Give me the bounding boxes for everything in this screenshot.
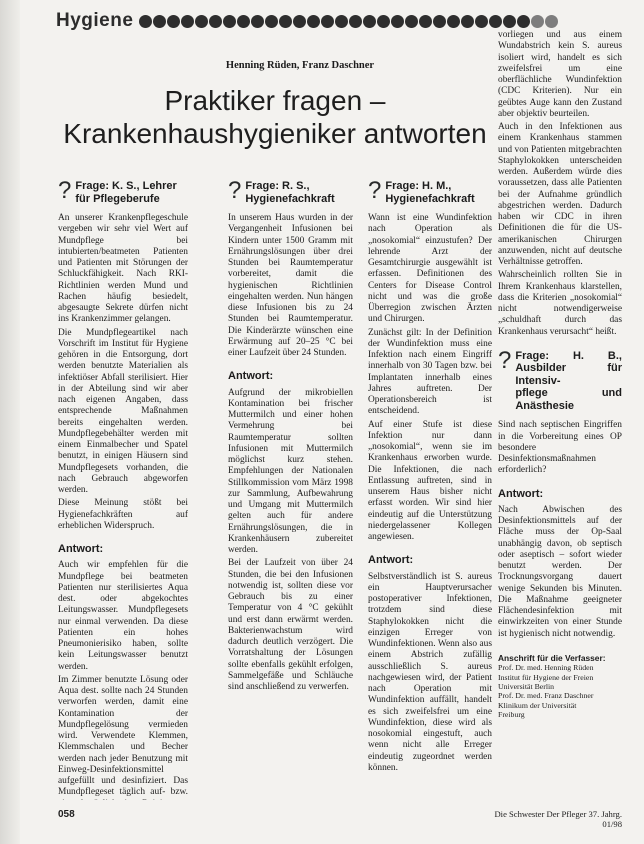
decorative-dot xyxy=(475,15,488,28)
decorative-dot xyxy=(405,15,418,28)
answer-paragraph: Bei der Laufzeit von über 24 Stunden, die bei den Infusionen notwendig ist, sollten diese vor Gebrauch bis zu einer Temperatur von 4 °C gekühlt und erst dann erwärmt werden. Bakterienwachstum wird dadurch deutlich verzögert. Die Vorratshaltung der Lösungen sollte ebenfalls gekühlt erfolgen, Sammelgefäße und Schläuche sind anschließend zu verwerfen. xyxy=(228,558,353,692)
decorative-dot-row xyxy=(139,15,558,28)
decorative-dot xyxy=(503,15,516,28)
title-line-2: Krankenhaushygieniker antworten xyxy=(63,118,487,149)
address-line: Klinikum der Universität xyxy=(498,700,577,710)
column-4 xyxy=(498,30,622,795)
answer-paragraph: Im Zimmer benutzte Lösung oder Aqua dest. sollte nach 24 Stunden verworfen werden, damit eine Kontamination der Mundpflegelösung vermieden wird. Verwendete Klemmen, Klemmschalen und Becher werden nach jeder Benutzung mit Einweg-Desinfektionsmittel aufgefüllt und desinfiziert. Das Mundpflegeset täglich auf- bzw. xyxy=(58,674,188,798)
decorative-dot xyxy=(531,15,544,28)
answer-heading: Antwort: xyxy=(498,487,544,500)
decorative-dot xyxy=(321,15,334,28)
address-line: Prof. Dr. med. Franz Daschner xyxy=(498,691,594,701)
column-1 xyxy=(58,180,188,800)
decorative-dot xyxy=(517,15,530,28)
question-heading-line: für Pflegeberufe xyxy=(75,192,160,205)
decorative-dot xyxy=(153,15,166,28)
decorative-dot xyxy=(265,15,278,28)
decorative-dot xyxy=(223,15,236,28)
decorative-dot xyxy=(139,15,152,28)
title-line-1: Praktiker fragen – xyxy=(164,85,386,116)
decorative-dot xyxy=(195,15,208,28)
body-paragraph: In unserem Haus wurden in der Vergangenheit Infusionen bei Kindern unter 1500 Gramm mit Ernährungslösungen über drei Stunden bei Raumtemperatur vorbereitet, damit die hygienischen Richtlinien eingehalten werden. Nun hängen diese Infusionen bis zu 24 Stunden bei Raumtemperatur. Die Kinderärzte wünschen eine Erwärmung auf 20–25 °C bei einer Laufzeit über 24 Stunden. xyxy=(228,213,353,358)
address-line: Freiburg xyxy=(498,710,525,720)
decorative-dot xyxy=(489,15,502,28)
question-heading-line: Frage: H. B., Ausbilder für Intensiv- xyxy=(515,349,622,387)
question-heading-line: Frage: H. M., xyxy=(385,180,452,192)
question-heading xyxy=(498,346,622,413)
decorative-dot xyxy=(209,15,222,28)
question-heading-line: pflege und Anästhesie xyxy=(515,387,622,412)
question-heading-line: Hygienefachkraft xyxy=(245,192,335,205)
author-address xyxy=(498,654,622,720)
question-heading xyxy=(58,180,188,205)
decorative-dot xyxy=(447,15,460,28)
decorative-dot xyxy=(279,15,292,28)
column-3 xyxy=(368,180,492,800)
column-2 xyxy=(228,180,353,800)
question-mark-icon: ? xyxy=(228,180,242,204)
body-paragraph: Auch in den Infektionen aus einem Krankenhaus stammen und von Patienten mitgebrachten Staphylokokken unterscheiden werden. Außerdem würde dies voraussetzen, dass alle Patienten bei der Aufnahme gründlich abgestrichen werden. Dadurch haben wir CDC in ihren Definitionen die für die US-amerikanischen Chirurgen anzuwenden, nicht auf deutsche Verhältnisse getroffen. xyxy=(498,122,622,267)
decorative-dot xyxy=(237,15,250,28)
author-line: Henning Rüden, Franz Daschner xyxy=(225,60,375,71)
decorative-dot xyxy=(363,15,376,28)
address-line: Prof. Dr. med. Henning Rüden xyxy=(498,663,594,673)
answer-heading: Antwort: xyxy=(368,554,414,567)
body-paragraph: Wann ist eine Wundinfektion nach Operation als „nosokomial“ einzustufen? Der lehrende Arzt der Gesamtchirurgie ausgewählt ist erfassen. Definitionen des Centers for Disease Control nicht und was die große Überregion zwischen Ärzten und Chirurgen. xyxy=(368,213,492,325)
question-heading xyxy=(368,180,492,205)
journal-footer: Die Schwester Der Pfleger 37. Jahrg. 01/98 xyxy=(494,809,622,829)
answer-paragraph: Aufgrund der mikrobiellen Kontamination bei frischer Muttermilch und einer hohen Vermehrung bei Raumtemperatur sollten Infusionen mit Muttermilch möglichst kurz stehen. Empfehlungen der Nationalen Stillkommission vom März 1998 zur Sammlung, Aufbewahrung und Umgang mit Muttermilch gelten auch für andere Ernährungslösungen, die in Krankenhäusern zubereitet werden. xyxy=(228,387,353,555)
decorative-dot xyxy=(433,15,446,28)
page-gutter-shadow xyxy=(0,0,20,844)
question-mark-icon: ? xyxy=(498,346,512,374)
body-paragraph: Auf einer Stufe ist diese Infektion nur dann „nosokomial“, wenn sie im Krankenhaus erworben wurde. Die Infektionen, die nach Entlassung auftreten, sind in unserem Haus bisher nicht erfasst worden. Wir sind hier eindeutig auf die Unterstützung niedergelassener Kollegen angewiesen. xyxy=(368,419,492,542)
question-heading xyxy=(228,180,353,205)
decorative-dot xyxy=(335,15,348,28)
question-heading-line: Frage: R. S., xyxy=(245,180,310,192)
decorative-dot xyxy=(167,15,180,28)
question-mark-icon: ? xyxy=(58,180,72,204)
body-paragraph: Sind nach septischen Eingriffen in die Vorbereitung eines OP besondere Desinfektionsmaßnahmen erforderlich? xyxy=(498,420,622,476)
decorative-dot xyxy=(349,15,362,28)
answer-heading: Antwort: xyxy=(228,370,274,383)
decorative-dot xyxy=(419,15,432,28)
body-paragraph: vorliegen und aus einem Wundabstrich kein S. aureus isoliert wird, handelt es sich zweifelsfrei um eine oberflächliche Wundinfektion (CDC Kriterien). Nur ein geübtes Auge kann den Zustand aber objektiv beurteilen. xyxy=(498,30,622,119)
body-paragraph: An unserer Krankenpflegeschule vergeben wir sehr viel Wert auf Mundpflege bei intubierten/beatmeten Patienten und Patienten mit Störungen der Schluckfähigkeit. Nach RKI-Richtlinien werden Mund und Rachen häufig besiedelt, abgesaugte Sekrete dürfen nicht ins Krankenzimmer gelangen. xyxy=(58,213,188,325)
body-paragraph: Diese Meinung stößt bei Hygienefachkräften auf erheblichen Widerspruch. xyxy=(58,498,188,531)
decorative-dot xyxy=(377,15,390,28)
page-number: 058 xyxy=(58,809,75,820)
question-mark-icon: ? xyxy=(368,180,382,204)
answer-paragraph: Nach Abwischen des Desinfektionsmittels auf der Fläche muss der Op-Saal unabhängig davon, ob septisch oder aseptisch – sofort wieder benutzt werden. Der Trocknungsvorgang dauert wenige Sekunden bis Minuten. Die Maßnahme geeigneter Flächendesinfektion mit einwirkzeiten von einer Stunde ist hygienisch nicht notwendig. xyxy=(498,504,622,639)
address-line: Universität Berlin xyxy=(498,681,555,691)
decorative-dot xyxy=(181,15,194,28)
question-heading-line: Hygienefachkraft xyxy=(385,192,475,205)
decorative-dot xyxy=(391,15,404,28)
body-paragraph: Zunächst gilt: In der Definition der Wundinfektion muss eine Infektion nach einem Eingriff innerhalb von 30 Tagen bzw. bei Implantaten innerhalb eines Jahres auftreten. Der Operationsbereich ist entscheidend. xyxy=(368,327,492,417)
answer-paragraph: Auch wir empfehlen für die Mundpflege bei beatmeten Patienten nur sterilisiertes Aqua dest. oder abgekochtes Leitungswasser. Mundpflegesets nur einmal verwenden. Da diese Patienten ein hohes Pneumonierisiko haben, sollte kein Leitungswasser benutzt werden. xyxy=(58,560,188,672)
answer-heading: Antwort: xyxy=(58,543,104,555)
decorative-dot xyxy=(293,15,306,28)
section-rubric: Hygiene xyxy=(56,10,134,31)
answer-paragraph: Selbstverständlich ist S. aureus ein Hauptverursacher postoperativer Infektionen, trotzdem sind diese Staphylokokken nicht die einzigen Erreger von Wundinfektionen. Wenn also aus einem Abstrich zufällig ausschließlich S. aureus nachgewiesen wird, der Patient nach Operation mit Wundinfektion auffällt, handelt es sich zweifelsfrei um eine Wundinfektion, diese wird als nosokomial eingestuft, auch wenn nicht alle Erreger eindeutig zugeordnet werden können. xyxy=(368,571,492,773)
question-heading-line: Frage: K. S., Lehrer xyxy=(75,180,177,192)
body-paragraph: Wahrscheinlich rollten Sie in Ihrem Krankenhaus klarstellen, dass die Kriterien „nosokomial“ nicht notwendigerweise „schuldhaft durch das Krankenhaus verursacht“ heißt. xyxy=(498,270,622,337)
decorative-dot xyxy=(307,15,320,28)
decorative-dot xyxy=(461,15,474,28)
decorative-dot xyxy=(545,15,558,28)
decorative-dot xyxy=(251,15,264,28)
body-paragraph: Die Mundpflegeartikel nach Vorschrift im Institut für Hygiene gehören in die Entsorgung, dort werden benutzte Materialien als infektiöser Abfall sterilisiert. Hier in der Abteilung sind wir aber nach eigenen Angaben, dass entsprechende Maßnahmen bereits eingehalten werden. Mundpflegebehälter werden mit einem Einmalbecher und Spatel benutzt, in einigen Häusern sind Mundpflegesets vorhanden, die nach Gebrauch abgeworfen werden. xyxy=(58,327,188,495)
address-heading: Anschrift für die Verfasser: xyxy=(498,652,606,663)
address-line: Institut für Hygiene der Freien xyxy=(498,672,594,682)
article-title xyxy=(60,84,490,150)
